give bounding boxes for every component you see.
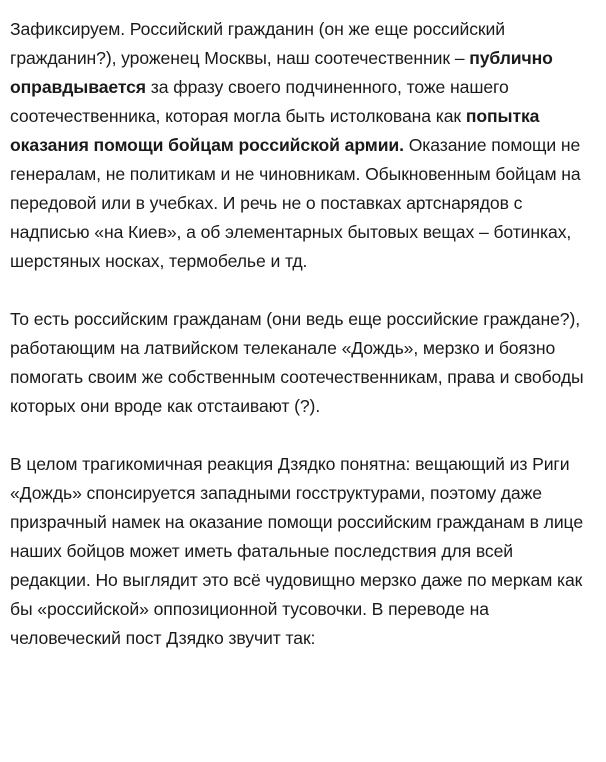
text-span: То есть российским гражданам (они ведь еще российские граждане?), работающим на латвийском телеканале «Дождь», мерзко и боязно помогать своим же собственным соотечественникам, права и свободы которых они вроде как отстаивают (?). [10, 309, 584, 416]
text-span: В целом трагикомичная реакция Дзядко понятна: вещающий из Риги «Дождь» спонсируется западными госструктурами, поэтому даже призрачный намек на оказание помощи российским гражданам в лице наших бойцов может иметь фатальные последствия для всей редакции. Но выглядит это всё чудовищно мерзко даже по меркам как бы «российской» оппозиционной тусовочки. В переводе на человеческий пост Дзядко звучит так: [10, 454, 584, 648]
bold-text-span: публично оправдывается [10, 48, 553, 97]
paragraph-3 [10, 450, 598, 653]
text-span: Оказание помощи не генералам, не политикам и не чиновникам. Обыкновенным бойцам на передовой или в учебках. И речь не о поставках артснарядов с надписью «на Киев», а об элементарных бытовых вещах – ботинках, шерстяных носках, термобелье и тд. [10, 135, 581, 271]
paragraph-1 [10, 15, 598, 276]
bold-text-span: попытка оказания помощи бойцам российской армии. [10, 106, 540, 155]
text-span: Зафиксируем. Российский гражданин (он же еще российский гражданин?), уроженец Москвы, наш соотечественник – [10, 19, 505, 68]
paragraph-2 [10, 305, 598, 421]
text-span: за фразу своего подчиненного, тоже нашего соотечественника, которая могла быть истолкована как [10, 77, 509, 126]
